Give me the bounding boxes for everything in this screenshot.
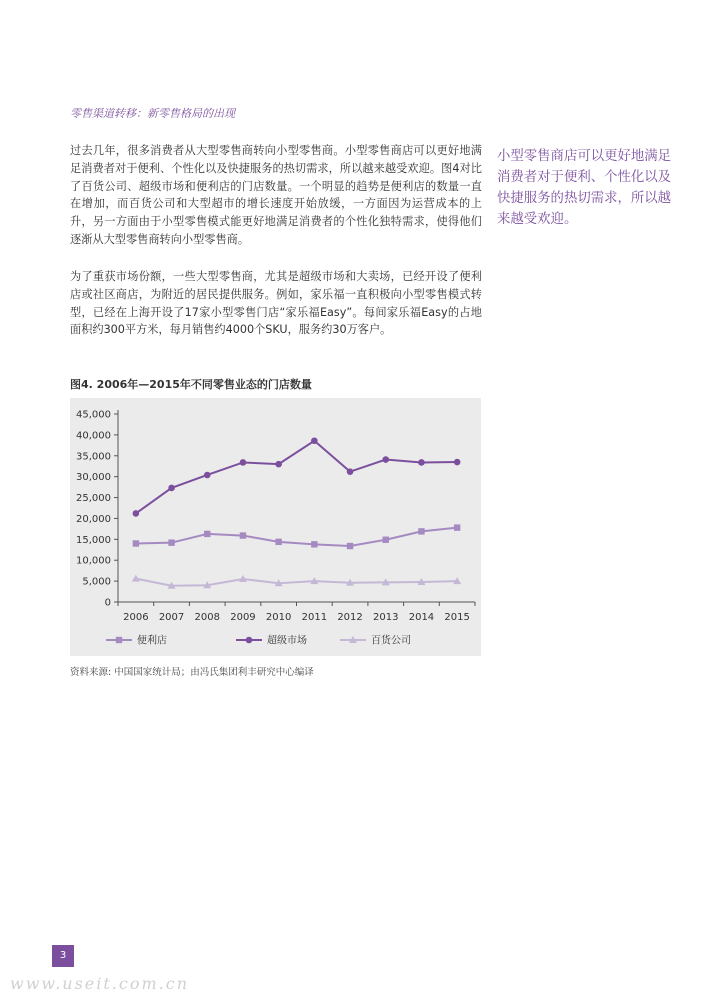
- chart-canvas: [70, 398, 481, 656]
- data-point: [133, 540, 139, 546]
- data-point: [168, 539, 174, 545]
- y-tick-label: 25,000: [76, 493, 111, 505]
- data-point: [418, 459, 425, 466]
- x-tick-label: 2014: [408, 612, 435, 623]
- legend-marker: [246, 637, 253, 644]
- data-point: [133, 510, 140, 517]
- x-tick-label: 2012: [337, 612, 363, 623]
- x-tick-label: 2011: [301, 612, 328, 623]
- y-tick-label: 20,000: [76, 513, 111, 525]
- x-tick-label: 2008: [194, 612, 220, 623]
- data-point: [347, 543, 353, 549]
- data-point: [204, 472, 211, 479]
- data-point: [383, 537, 389, 543]
- data-point: [132, 575, 140, 582]
- data-point: [240, 532, 246, 538]
- data-point: [382, 456, 389, 463]
- data-point: [418, 528, 424, 534]
- legend-label: 百货公司: [371, 635, 411, 647]
- data-point: [204, 531, 210, 537]
- y-tick-label: 35,000: [76, 451, 111, 463]
- pull-quote: 小型零售商店可以更好地满足消费者对于便利、个性化以及快捷服务的热切需求，所以越来越受欢迎。: [497, 149, 672, 227]
- data-point: [454, 459, 461, 466]
- data-point: [311, 437, 318, 444]
- data-point: [168, 485, 175, 492]
- page-number: 3: [52, 945, 74, 967]
- line-chart: [70, 398, 481, 656]
- data-point: [275, 539, 281, 545]
- series-line-0: [136, 528, 457, 546]
- x-tick-label: 2015: [444, 612, 470, 623]
- legend-label: 便利店: [137, 635, 167, 647]
- y-tick-label: 15,000: [76, 534, 111, 546]
- data-point: [240, 459, 247, 466]
- x-tick-label: 2009: [230, 612, 256, 623]
- paragraph-2: 为了重获市场份额，一些大型零售商，尤其是超级市场和大卖场，已经开设了便利店或社区商店，为附近的居民提供服务。例如，家乐福一直积极向小型零售模式转型，已经在上海开设了17家小型零售门店“家乐福Easy”。每间家乐福Easy的占地面积约300平方米，每月销售约4000个SKU，服务约30万客户。: [70, 270, 482, 337]
- x-tick-label: 2013: [373, 612, 399, 623]
- watermark: www.useit.com.cn: [10, 974, 190, 993]
- y-tick-label: 0: [104, 597, 111, 609]
- data-point: [311, 541, 317, 547]
- figure-title: 图4. 2006年—2015年不同零售业态的门店数量: [70, 378, 312, 391]
- y-tick-label: 30,000: [76, 472, 111, 484]
- x-tick-label: 2007: [158, 612, 185, 623]
- y-tick-label: 10,000: [76, 555, 111, 567]
- data-point: [347, 468, 354, 475]
- source-note: 资料来源: 中国国家统计局；由冯氏集团利丰研究中心编译: [70, 667, 314, 678]
- y-tick-label: 45,000: [76, 409, 111, 421]
- y-tick-label: 40,000: [76, 430, 111, 442]
- series-line-1: [136, 441, 457, 514]
- paragraph-1: 过去几年，很多消费者从大型零售商转向小型零售商。小型零售商店可以更好地满足消费者对于便利、个性化以及快捷服务的热切需求，所以越来越受欢迎。图4对比了百货公司、超级市场和便利店的门店数量。一个明显的趋势是便利店的数量一直在增加，而百货公司和大型超市的增长速度开始放缓，一方面因为运营成本的上升，另一方面由于小型零售模式能更好地满足消费者的个性化独特需求，使得他们逐渐从大型零售商转向小型零售商。: [70, 144, 482, 246]
- legend-marker: [116, 637, 122, 643]
- x-tick-label: 2006: [123, 612, 149, 623]
- data-point: [454, 524, 460, 530]
- series-line-2: [136, 579, 457, 586]
- legend-label: 超级市场: [267, 635, 307, 647]
- x-tick-label: 2010: [265, 612, 292, 623]
- y-tick-label: 5,000: [82, 576, 111, 588]
- section-title: 零售渠道转移：新零售格局的出现: [70, 107, 235, 120]
- data-point: [275, 461, 282, 468]
